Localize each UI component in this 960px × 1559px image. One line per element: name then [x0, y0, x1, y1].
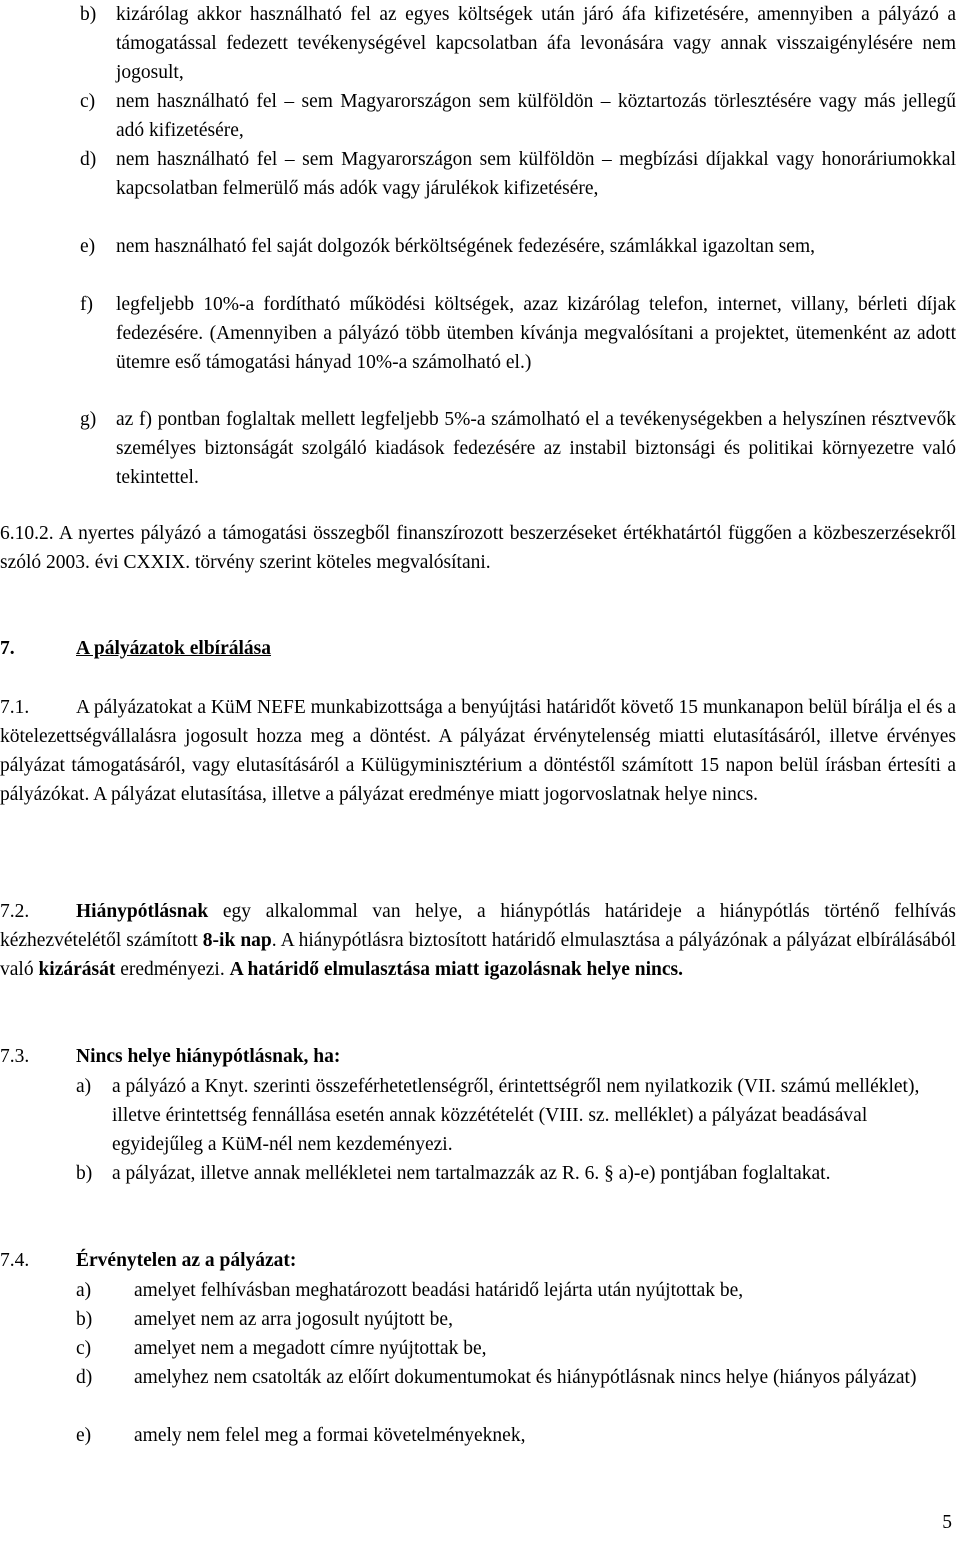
list-item — [76, 1072, 956, 1159]
section-number: 7.2. — [0, 901, 30, 922]
list-item-label: c) — [76, 1338, 92, 1359]
bold-text: 8-ik nap — [202, 930, 272, 951]
section-title: Érvénytelen az a pályázat: — [76, 1250, 297, 1271]
bold-text: Hiánypótlásnak — [76, 901, 209, 922]
list-item-label: b) — [76, 1163, 93, 1184]
section-7-2 — [0, 897, 956, 984]
list-item-label: a) — [76, 1280, 92, 1301]
list-item — [80, 290, 956, 377]
section-number: 7.1. — [0, 697, 30, 718]
list-item-label: d) — [76, 1367, 93, 1388]
section-number: 7.4. — [0, 1250, 30, 1271]
list-item — [76, 1334, 956, 1363]
section-text: egy alkalommal van helye, a hiánypótlás határideje a hiánypótlás történő felhívás kézhezvételétől számított — [0, 901, 956, 951]
list-item-text: amelyet nem a megadott címre nyújtottak be, — [134, 1338, 487, 1359]
section-6-10-2 — [0, 519, 956, 577]
list-item — [76, 1159, 956, 1188]
bold-text: A határidő elmulasztása miatt igazolásnak helye nincs. — [229, 959, 683, 980]
section-number: 7.3. — [0, 1046, 30, 1067]
list-item-label: b) — [76, 1309, 93, 1330]
list-item-text: amelyhez nem csatolták az előírt dokumentumokat és hiánypótlásnak nincs helye (hiányos pályázat) — [134, 1367, 917, 1388]
list-item — [80, 87, 956, 145]
list-item — [80, 232, 956, 261]
section-7-3-heading — [0, 1042, 956, 1071]
list-item-label: b) — [80, 4, 97, 25]
section-text: A nyertes pályázó a támogatási összegből finanszírozott beszerzéseket értékhatártól függően a közbeszerzésekről szóló 2003. évi CXXIX. törvény szerint köteles megvalósítani. — [0, 523, 956, 573]
section-title: Nincs helye hiánypótlásnak, ha: — [76, 1046, 341, 1067]
list-item-text: nem használható fel – sem Magyarországon sem külföldön – megbízási díjakkal vagy honoráriumokkal kapcsolatban felmerülő más adók vagy járulékok kifizetésére, — [116, 149, 956, 199]
list-item-label: c) — [80, 91, 96, 112]
page-number: 5 — [942, 1512, 952, 1533]
list-item-text: legfeljebb 10%-a fordítható működési költségek, azaz kizárólag telefon, internet, villany, bérleti díjak fedezésére. (Amennyiben a pályázó több ütemben kívánja megvalósítani a projektet, ütemenként az adott ütemre eső támogatási hányad 10%-a számolható el.) — [116, 294, 956, 373]
section-title: A pályázatok elbírálása — [76, 638, 272, 659]
section-heading-7 — [0, 634, 271, 663]
list-item-text: az f) pontban foglaltak mellett legfeljebb 5%-a számolható el a tevékenységekben a helyszínen résztvevők személyes biztonságát szolgáló kiadások fedezésére az instabil biztonsági és politikai környezetre való tekintettel. — [116, 409, 956, 488]
list-item-text: nem használható fel saját dolgozók bérköltségének fedezésére, számlákkal igazoltan sem, — [116, 236, 816, 257]
section-number: 7. — [0, 638, 15, 659]
list-item-text: amelyet felhívásban meghatározott beadási határidő lejárta után nyújtottak be, — [134, 1280, 744, 1301]
list-item-text: nem használható fel – sem Magyarországon sem külföldön – köztartozás törlesztésére vagy más jellegű adó kifizetésére, — [116, 91, 956, 141]
list-item-text: a pályázat, illetve annak mellékletei nem tartalmazzák az R. 6. § a)-e) pontjában foglaltakat. — [112, 1163, 831, 1184]
section-7-1 — [0, 693, 956, 809]
list-item-text: amelyet nem az arra jogosult nyújtott be, — [134, 1309, 453, 1330]
list-item-label: a) — [76, 1076, 92, 1097]
list-item-label: f) — [80, 294, 93, 315]
section-text: A pályázatokat a KüM NEFE munkabizottsága a benyújtási határidőt követő 15 munkanapon belül bírálja el és a kötelezettségvállalásra jogosult hozza meg a döntést. A pályázat érvénytelenség miatti elutasításáról, illetve érvényes pályázat támogatásáról, vagy elutasításáról a Külügyminisztérium a döntéstől számított 15 napon belül írásban értesíti a pályázókat. A pályázat elutasítása, illetve a pályázat eredménye miatt jogorvoslatnak helye nincs. — [0, 697, 956, 805]
list-item — [76, 1276, 956, 1305]
list-item — [80, 0, 956, 87]
bold-text: kizárását — [38, 959, 116, 980]
list-item — [80, 405, 956, 492]
list-item-text: a pályázó a Knyt. szerinti összeférhetetlenségről, érintettségről nem nyilatkozik (VII. számú melléklet), illetve érintettség fennállása esetén annak közzétételét (VIII. sz. melléklet) a pályázat beadásával egyidejűleg a KüM-nél nem kezdeményezi. — [112, 1076, 920, 1155]
list-item-text: amely nem felel meg a formai követelményeknek, — [134, 1425, 526, 1446]
list-item-label: g) — [80, 409, 97, 430]
list-item-label: e) — [76, 1425, 92, 1446]
section-text: . A hiánypótlásra biztosított határidő elmulasztása a pályázónak a pályázat elbírálásából való — [0, 930, 957, 980]
list-item — [80, 145, 956, 203]
list-item — [76, 1363, 956, 1392]
section-7-4-heading — [0, 1246, 956, 1275]
list-item — [76, 1305, 956, 1334]
list-item — [76, 1421, 956, 1450]
section-number: 6.10.2. — [0, 523, 54, 544]
list-item-label: e) — [80, 236, 96, 257]
section-text: eredményezi. — [115, 959, 230, 980]
list-item-label: d) — [80, 149, 97, 170]
list-item-text: kizárólag akkor használható fel az egyes költségek után járó áfa kifizetésére, amennyiben a pályázó a támogatással fedezett tevékenységével kapcsolatban áfa levonására vagy annak visszaigénylésére nem jogosult, — [116, 4, 956, 83]
